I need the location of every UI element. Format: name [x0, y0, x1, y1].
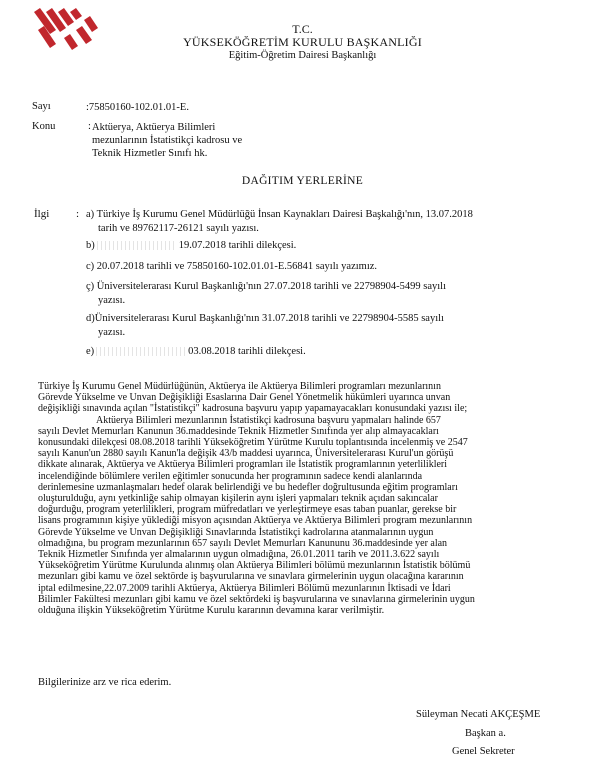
body-line: Türkiye İş Kurumu Genel Müdürlüğünün, Aktüerya ile Aktüerya Bilimleri programları mezunlarının — [38, 381, 441, 392]
body-line: Aktüerya Bilimleri mezunlarının İstatistikçi kadrosuna başvuru yapmaları halinde 657 — [96, 414, 441, 426]
body-line: değişikliği sınavında açılan "İstatistikçi" kadrosuna başvuru yapıp yapamayacakları konusundaki yazısı ile; — [38, 403, 468, 415]
body-line: oluşturulduğu, aynı yetkinliğe sahip olmayan kişilerin aynı işleri yapmaları teknik açıdan sakıncalar — [38, 493, 438, 505]
body-line: Teknik Hizmetler Sınıfında yer almalarının uygun olmadığına, 26.01.2011 tarih ve 2011.3.622 sayılı — [38, 549, 440, 561]
body-paragraph — [38, 381, 575, 616]
body-line: konusundaki dilekçesi 08.08.2018 tarihli Yükseköğretim Yürütme Kurulu toplantısında incelenmiş ve 2547 — [38, 437, 468, 449]
body-line: derinlemesine uzmanlaşmaları hedef olarak belirlendiği ve bu hedefler doğrultusunda eğitim programları — [38, 481, 458, 493]
sayi-label: Sayı — [32, 101, 51, 112]
body-line: doğurduğu, program yeterlilikleri, program müfredatları ve yerleştirmeye esas taban puanlar, gerekse bir — [38, 504, 457, 516]
body-line: mezunları gibi kamu ve özel sektörde iş başvurularına ve sınavlara girmelerinin uygun olacağına kararının — [38, 571, 464, 583]
ref-item-a: a) Türkiye İş Kurumu Genel Müdürlüğü İnsan Kaynakları Dairesi Başkalığı'nın, 13.07.2018 tarih ve 89762117-26121 sayılı yazısı. — [86, 209, 473, 234]
konu-line: Aktüerya, Aktüerya Bilimleri — [92, 122, 216, 133]
body-line: olduğuna ilişkin Yükseköğretim Yürütme Kurulu kararının devamına karar verilmiştir. — [38, 605, 385, 617]
redacted-name — [97, 241, 177, 250]
body-line: sayılı Devlet Memurları Kanunun 36.maddesinde Teknik Hizmetler Sınıfında yer alıp almayacakları — [38, 425, 439, 437]
ref-item-c: c) 20.07.2018 tarihli ve 75850160-102.01.01-E.56841 sayılı yazımız. — [86, 261, 378, 272]
sayi-value: :75850160-102.01.01-E. — [86, 102, 189, 113]
body-line: dikkate alınarak, Aktüerya ve Aktüerya Bilimleri programları ile İstatistik programlarının yeterlilikleri — [38, 459, 448, 471]
body-line: Yükseköğretim Yürütme Kurulunda alınmış olan Aktüerya Bilimleri bölümü mezunlarının İstatistik bölümü — [38, 560, 471, 572]
ilgi-label: İlgi — [34, 208, 50, 220]
body-line: olmadığına, bu program mezunlarının 657 sayılı Devlet Memurları Kanununu 36.maddesinde yer alan — [38, 537, 448, 549]
header-institution: YÜKSEKÖĞRETİM KURULU BAŞKANLIĞI — [183, 35, 422, 49]
body-line: iptal edilmesine,22.07.2009 tarihli Aktüerya, Aktüerya Bilimleri Bölümü mezunlarının İktisadi ve İdari — [38, 582, 451, 594]
konu-value — [92, 121, 242, 160]
ref-item-b: b) 19.07.2018 tarihli dilekçesi. — [86, 240, 297, 251]
signatory-position: Genel Sekreter — [452, 746, 515, 757]
body-line: sayılı Kanun'un 2880 sayılı Kanun'la değişik 43/b maddesi uyarınca, Üniversitelerarası Kurul'un görüşü — [38, 448, 454, 460]
header-department: Eğitim-Öğretim Dairesi Başkanlığı — [228, 50, 377, 61]
konu-label: Konu — [32, 121, 56, 132]
ilgi-colon: : — [76, 208, 80, 220]
header-tc: T.C. — [292, 22, 313, 36]
closing-text: Bilgilerinize arz ve rica ederim. — [38, 677, 172, 688]
body-line: Görevde Yükselme ve Unvan Değişikliği Sınavlarında İstatistikçi kadrolarına atanmalarının uygun — [38, 526, 434, 538]
distribution-title: DAĞITIM YERLERİNE — [241, 175, 364, 187]
konu-line: Teknik Hizmetler Sınıfı hk. — [92, 148, 208, 159]
ref-item-cc: ç) Üniversitelerarası Kurul Başkanlığı'nın 27.07.2018 tarihli ve 22798904-5499 sayılı yazısı. — [86, 281, 446, 306]
body-line: incelendiğinde bölümlere verilen eğitimler sonucunda her programının sadece kendi alanlarında — [38, 470, 423, 482]
signatory-title: Başkan a. — [465, 728, 506, 739]
signatory-name: Süleyman Necati AKÇEŞME — [416, 709, 541, 720]
konu-line: mezunlarının İstatistikçi kadrosu ve — [92, 135, 243, 146]
body-line: Bilimler Fakültesi mezunları gibi kamu ve özel sektördeki iş başvurularına ve sınavlarına girmelerinin uygun — [38, 593, 475, 605]
ref-item-d: d)Üniversitelerarası Kurul Başkanlığı'nın 31.07.2018 tarihli ve 22798904-5585 sayılı yazısı. — [86, 313, 444, 338]
ref-item-e: e) 03.08.2018 tarihli dilekçesi. — [86, 346, 306, 357]
redacted-name — [96, 347, 186, 356]
konu-colon: : — [88, 121, 91, 132]
body-line: lisans programının kişiye yüklediği misyon açısından Aktüerya ve Aktüerya Bilimleri program mezunlarının — [38, 515, 473, 527]
body-line: Görevde Yükselme ve Unvan Değişikliği Esaslarına Dair Genel Yönetmelik hükümleri uyarınca unvan — [38, 392, 451, 404]
